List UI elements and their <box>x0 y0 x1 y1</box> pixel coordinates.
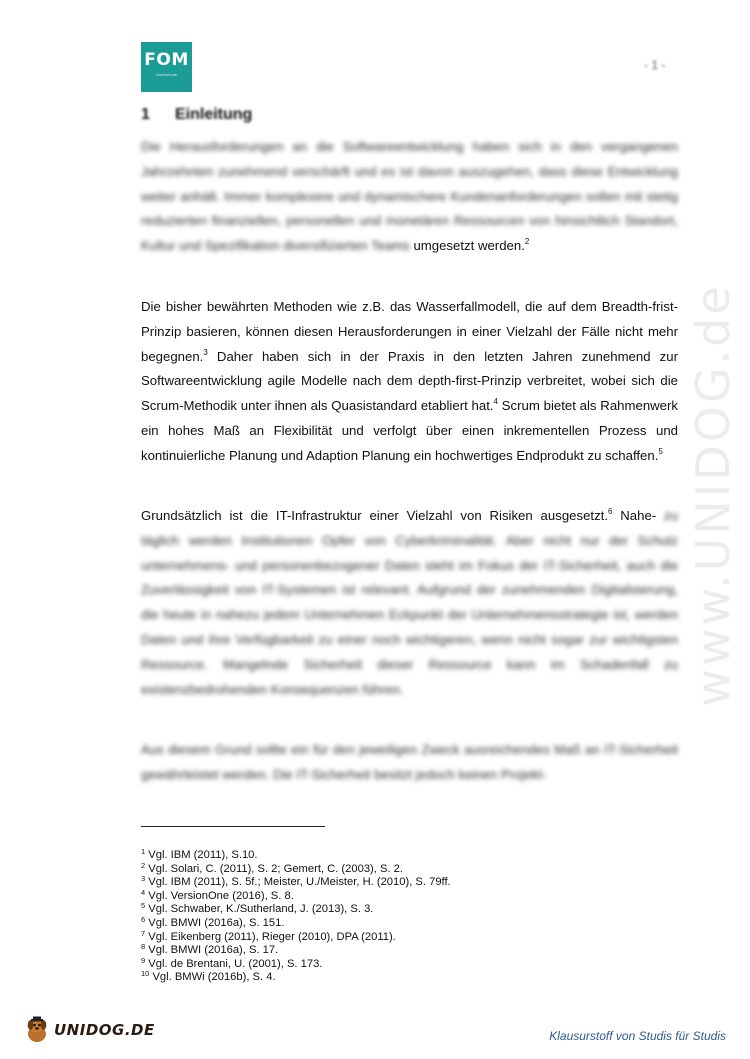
footnote-text: Vgl. VersionOne (2016), S. 8. <box>148 889 294 902</box>
footnote-number: 7 <box>141 928 146 938</box>
tagline: Klausurstoff von Studis für Studis <box>549 1029 726 1043</box>
paragraph-text: Die bisher bewährten Methoden wie z.B. das Wasserfallmodell, die auf dem Breadth-frist-Prinzip basieren, können diesen Herausforderungen in einer Vielzahl der Fälle nicht mehr begegnen. <box>141 299 678 364</box>
footnote-text: Vgl. Eikenberg (2011), Rieger (2010), DPA (2011). <box>148 930 396 943</box>
footnote-ref: 4 <box>493 397 498 407</box>
footnote-text: Vgl. Solari, C. (2011), S. 2; Gemert, C. (2003), S. 2. <box>148 862 403 875</box>
footnote-text: Vgl. IBM (2011), S.10. <box>148 849 258 861</box>
blurred-text: Aus diesem Grund sollte ein für den jeweiligen Zweck ausreichendes Maß an IT-Sicherheit gewährleistet werden. Die IT-Sicherheit besitzt jedoch keinen Projekt- <box>141 742 678 782</box>
paragraph-4 <box>141 738 678 788</box>
footnote-text: Vgl. Schwaber, K./Sutherland, J. (2013), S. 3. <box>148 903 374 916</box>
paragraph-2 <box>141 295 678 469</box>
footnote <box>141 944 641 958</box>
footnote-ref: 2 <box>524 237 530 247</box>
footnote <box>141 971 641 985</box>
clear-text: umgesetzt werden. <box>413 238 525 254</box>
footnote-number: 6 <box>141 914 146 924</box>
watermark: www.UNIDOG.de <box>686 283 740 707</box>
brand-text: UNIDOG.DE <box>54 1021 155 1039</box>
footnote-text: Vgl. BMWi (2016b), S. 4. <box>152 971 276 984</box>
logo-subtext: Hochschule <box>156 72 177 77</box>
clear-text: Grundsätzlich ist die IT-Infrastruktur einer Vielzahl von Risiken ausgesetzt. <box>141 508 608 523</box>
footnote-number: 2 <box>141 860 146 870</box>
footnote-text: Vgl. BMWI (2016a), S. 151. <box>148 916 285 929</box>
footnote-number: 5 <box>141 901 146 911</box>
footnote <box>141 914 641 931</box>
footnote <box>141 903 641 917</box>
footnote <box>141 887 641 904</box>
clear-text: Nahe- <box>612 508 657 523</box>
paragraph-text: Scrum bietet als Rahmenwerk ein hohes Maß an Flexibilität und verfolgt über einen inkrementellen Prozess und kontinuierliche Planung und Adaption Planung ein hochwertiges Endprodukt zu schaffen. <box>141 398 678 463</box>
paragraph-text: Daher haben sich in der Praxis in den letzten Jahren zunehmend zur Softwareentwicklung agile Modelle nach dem depth-first-Prinzip verbreitet, wobei sich die Scrum-Methodik unter ihnen als Quasistandard etabliert hat. <box>141 348 678 414</box>
footnote <box>141 955 641 972</box>
dog-mascot-icon <box>22 1015 52 1045</box>
page-number: - 1 - <box>644 58 666 72</box>
footnote-number: 9 <box>141 955 146 965</box>
footnote <box>141 928 641 945</box>
footnote <box>141 876 641 890</box>
heading-number: 1 <box>141 106 150 123</box>
footnote-text: Vgl. de Brentani, U. (2001), S. 173. <box>148 957 323 970</box>
footnotes <box>141 849 641 985</box>
blurred-text: zu täglich werden Institutionen Opfer von Cyberkriminalität. Aber nicht nur der Schutz unternehmens- und personenbezogener Daten steht im Fokus der IT-Sicherheit, auch die Zuverlässigkeit von IT-Systemen ist relevant. Aufgrund der zunehmenden Digitalisierung, die heute in nahezu jedem Unternehmen Eckpunkt der Unternehmensstrategie ist, werden Daten und ihre Verfügbarkeit zu einer noch wichtigeren, wenn nicht sogar zur wichtigsten Ressource. Mangelnde Sicherheit dieser Ressource kann im Schadenfall zu existenzbedrohenden Konsequenzen führen. <box>141 508 678 697</box>
paragraph-1 <box>141 135 678 259</box>
footnote-number: 1 <box>141 847 146 856</box>
footnote <box>141 860 641 877</box>
unidog-logo[interactable] <box>22 1013 155 1047</box>
footnote <box>141 849 641 863</box>
footnote-ref: 6 <box>608 507 613 516</box>
footnote-ref: 3 <box>203 347 208 357</box>
footnote-text: Vgl. BMWI (2016a), S. 17. <box>148 944 279 957</box>
footnote-number: 10 <box>141 969 150 979</box>
footnote-text: Vgl. IBM (2011), S. 5f.; Meister, U./Meister, H. (2010), S. 79ff. <box>148 876 451 889</box>
fom-logo <box>141 42 192 92</box>
footnote-number: 3 <box>141 874 146 884</box>
footnote-ref: 5 <box>658 446 663 456</box>
footnote-number: 8 <box>141 942 146 952</box>
section-heading <box>141 106 252 124</box>
paragraph-3 <box>141 504 678 702</box>
footnote-number: 4 <box>141 887 146 897</box>
heading-title: Einleitung <box>175 106 253 123</box>
logo-text: FOM <box>144 50 189 70</box>
blurred-text: Die Herausforderungen an die Softwareentwicklung haben sich in den vergangenen Jahrzehnten zunehmend verschärft und es ist davon auszugehen, dass diese Entwicklung weiter anhält. Immer komplexere und dynamischere Kundenanforderungen sollen mit stetig reduzierten finanziellen, personellen und monetären Ressourcen von hinsichtlich Standort, Kultur und Spezifikation diversifizierten Teams <box>141 139 678 254</box>
footnote-divider <box>141 826 325 827</box>
